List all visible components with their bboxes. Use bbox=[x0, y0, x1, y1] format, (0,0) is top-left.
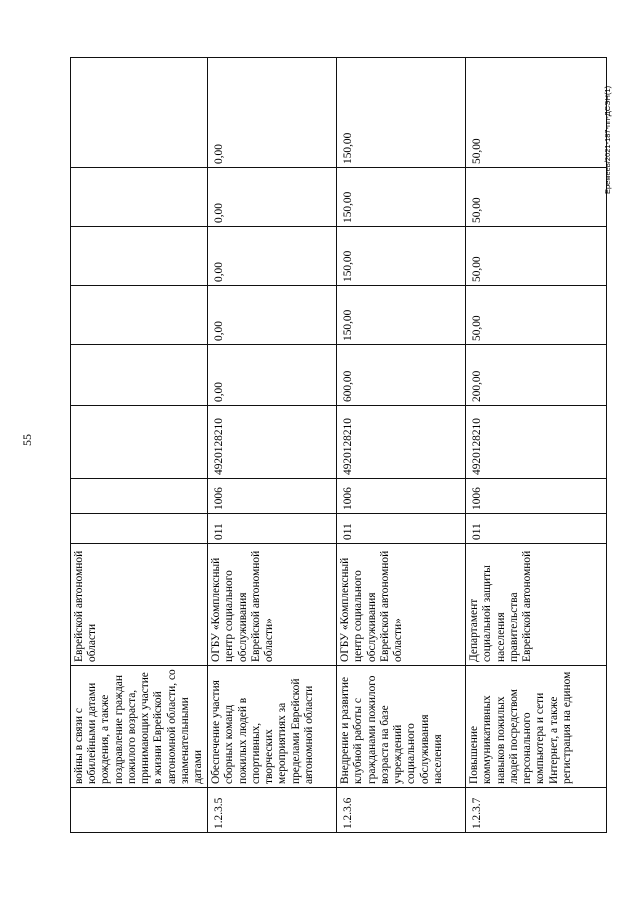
year-value: 0,00 bbox=[208, 227, 337, 286]
total-value: 0,00 bbox=[208, 345, 337, 406]
table-row bbox=[208, 58, 337, 833]
year-value: 150,00 bbox=[337, 286, 466, 345]
year-value: 50,00 bbox=[466, 168, 607, 227]
event-name: Внедрение и развитие клубной работы с гражданами пожилого возраста на базе учреждений социального обслуживания населения bbox=[337, 666, 466, 788]
year-value: 50,00 bbox=[466, 58, 607, 168]
year-value: 150,00 bbox=[337, 58, 466, 168]
year-value: 50,00 bbox=[466, 286, 607, 345]
executor: Еврейской автономной области bbox=[71, 544, 208, 666]
document-footer: Еремеев/2021-187-пп-ДСЭН(1) bbox=[603, 85, 612, 194]
grbs-code bbox=[71, 514, 208, 544]
executor: ОГБУ «Комплексный центр социального обслуживания Еврейской автономной области» bbox=[337, 544, 466, 666]
section-code: 1006 bbox=[337, 479, 466, 514]
grbs-code: 011 bbox=[337, 514, 466, 544]
target-article bbox=[71, 406, 208, 479]
year-value: 0,00 bbox=[208, 58, 337, 168]
total-value bbox=[71, 345, 208, 406]
year-value bbox=[71, 58, 208, 168]
target-article: 4920128210 bbox=[208, 406, 337, 479]
budget-table bbox=[70, 57, 607, 833]
event-name: войны в связи с юбилейными датами рождения, а также поздравление граждан пожилого возраста, принимающих участие в жизни Еврейской автономной области, со знаменательными датами bbox=[71, 666, 208, 788]
section-code bbox=[71, 479, 208, 514]
event-name: Повышение коммуникативных навыков пожилых людей посредством персонального компьютера и сети Интернет, а также регистрация на едином bbox=[466, 666, 607, 788]
row-number bbox=[71, 788, 208, 833]
year-value: 0,00 bbox=[208, 286, 337, 345]
row-number: 1.2.3.5 bbox=[208, 788, 337, 833]
target-article: 4920128210 bbox=[466, 406, 607, 479]
target-article: 4920128210 bbox=[337, 406, 466, 479]
total-value: 600,00 bbox=[337, 345, 466, 406]
grbs-code: 011 bbox=[208, 514, 337, 544]
page-number: 55 bbox=[20, 434, 34, 446]
year-value bbox=[71, 168, 208, 227]
table-row bbox=[466, 58, 607, 833]
budget-table-rotated bbox=[70, 58, 597, 833]
year-value bbox=[71, 227, 208, 286]
table-row bbox=[337, 58, 466, 833]
section-code: 1006 bbox=[208, 479, 337, 514]
row-number: 1.2.3.7 bbox=[466, 788, 607, 833]
year-value: 150,00 bbox=[337, 227, 466, 286]
table-row bbox=[71, 58, 208, 833]
row-number: 1.2.3.6 bbox=[337, 788, 466, 833]
year-value bbox=[71, 286, 208, 345]
executor: Департамент социальной защиты населения правительства Еврейской автономной bbox=[466, 544, 607, 666]
year-value: 0,00 bbox=[208, 168, 337, 227]
year-value: 150,00 bbox=[337, 168, 466, 227]
section-code: 1006 bbox=[466, 479, 607, 514]
grbs-code: 011 bbox=[466, 514, 607, 544]
year-value: 50,00 bbox=[466, 227, 607, 286]
executor: ОГБУ «Комплексный центр социального обслуживания Еврейской автономной области» bbox=[208, 544, 337, 666]
event-name: Обеспечение участия сборных команд пожилых людей в спортивных, творческих мероприятиях за пределами Еврейской автономной области bbox=[208, 666, 337, 788]
total-value: 200,00 bbox=[466, 345, 607, 406]
